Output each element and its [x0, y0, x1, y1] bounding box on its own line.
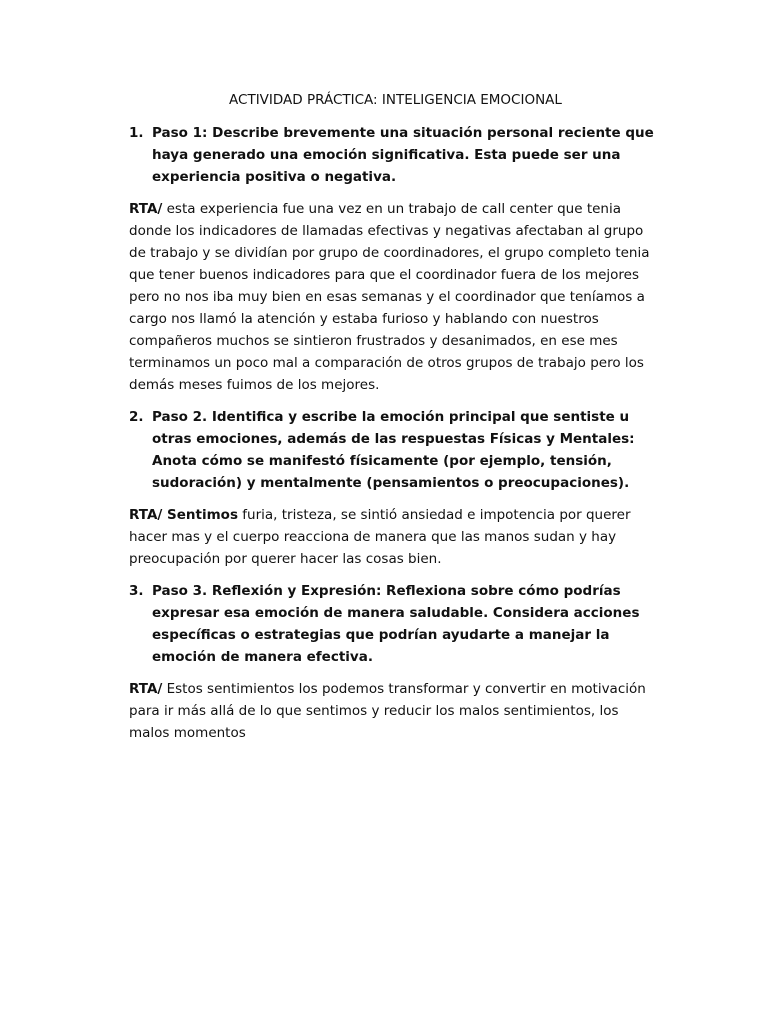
answer-prefix: RTA/ [129, 201, 163, 217]
question-2 [129, 406, 662, 494]
question-1 [129, 122, 662, 188]
answer-prefix: RTA/ [129, 681, 163, 697]
answer-text: furia, tristeza, se sintió ansiedad e impotencia por querer hacer mas y el cuerpo reacciona de manera que las manos sudan y hay preocupación por querer hacer las cosas bien. [129, 507, 631, 567]
document-title: ACTIVIDAD PRÁCTICA: INTELIGENCIA EMOCIONAL [229, 92, 562, 108]
question-text: Paso 2. Identifica y escribe la emoción principal que sentiste u otras emociones, además de las respuestas Físicas y Mentales: Anota cómo se manifestó físicamente (por ejemplo, tensión, sudoración) y mentalmente (pensamientos o preocupaciones). [152, 409, 635, 491]
answer-prefix: RTA/ Sentimos [129, 507, 238, 523]
answer-3 [129, 678, 662, 744]
answer-1 [129, 198, 662, 396]
question-3 [129, 580, 662, 668]
question-number: 3. [129, 583, 144, 599]
answer-text: Estos sentimientos los podemos transformar y convertir en motivación para ir más allá de lo que sentimos y reducir los malos sentimientos, los malos momentos [129, 681, 646, 741]
question-number: 2. [129, 409, 144, 425]
question-text: Paso 3. Reflexión y Expresión: Reflexiona sobre cómo podrías expresar esa emoción de manera saludable. Considera acciones específicas o estrategias que podrían ayudarte a manejar la emoción de manera efectiva. [152, 583, 640, 665]
answer-text: esta experiencia fue una vez en un trabajo de call center que tenia donde los indicadores de llamadas efectivas y negativas afectaban al grupo de trabajo y se dividían por grupo de coordinadores, el grupo completo tenia que tener buenos indicadores para que el coordinador fuera de los mejores pero no nos iba muy bien en esas semanas y el coordinador que teníamos a cargo nos llamó la atención y estaba furioso y hablando con nuestros compañeros muchos se sintieron frustrados y desanimados, en ese mes terminamos un poco mal a comparación de otros grupos de trabajo pero los demás meses fuimos de los mejores. [129, 201, 650, 393]
question-number: 1. [129, 125, 144, 141]
answer-2 [129, 504, 662, 570]
question-text: Paso 1: Describe brevemente una situación personal reciente que haya generado una emoción significativa. Esta puede ser una experiencia positiva o negativa. [152, 125, 654, 185]
